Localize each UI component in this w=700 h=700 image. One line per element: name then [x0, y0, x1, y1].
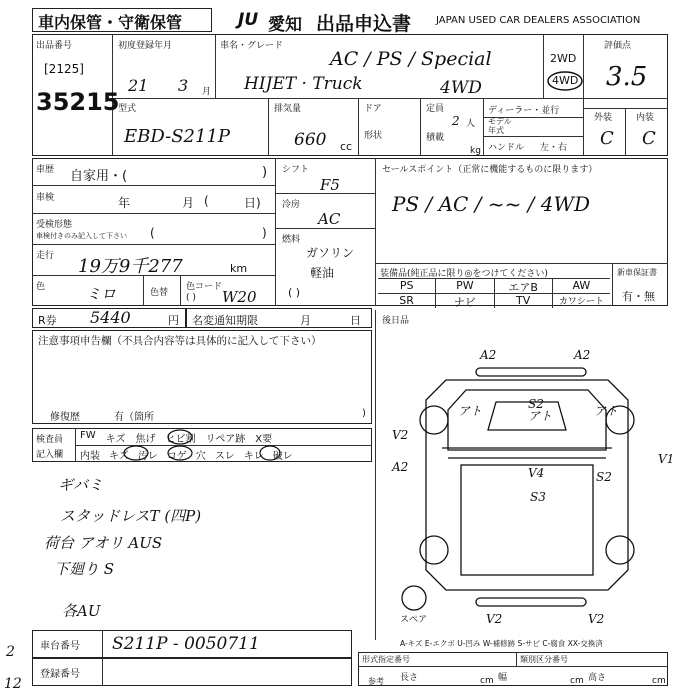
int-item: 穴 — [195, 451, 206, 462]
org-name-en: JAPAN USED CAR DEALERS ASSOCIATION — [436, 15, 641, 26]
history-value: 自家用・( — [70, 169, 128, 184]
load-label: 積載 — [426, 133, 445, 143]
load-kg: kg — [470, 146, 481, 156]
fw-item: FW — [80, 430, 96, 441]
damage-mark: V4 — [528, 466, 545, 480]
lot-number: 35215 — [36, 88, 120, 116]
color-code: W20 — [222, 288, 257, 306]
damage-mark: A2 — [392, 460, 409, 474]
inspector-entry-label: 記入欄 — [36, 450, 64, 460]
spare-label: スペア — [400, 615, 428, 625]
sheet-title: 出品申込書 — [316, 13, 412, 35]
warranty-label: 新車保証書 — [617, 268, 657, 277]
inspection-day: 日) — [244, 196, 261, 210]
handwritten-note-3: 荷台 アオリ AUS — [44, 534, 163, 552]
damage-mark: V2 — [486, 612, 503, 626]
selling-points-value: PS / AC / ~~ / 4WD — [392, 192, 591, 216]
lot-number-label: 出品番号 — [36, 41, 73, 51]
fuel-diesel: 軽油 — [310, 266, 335, 280]
int-item: 汚レ — [137, 451, 158, 462]
first-reg-label: 初度登録年月 — [118, 41, 173, 51]
damage-mark: アト — [458, 404, 483, 418]
damage-mark: S2 アト — [528, 397, 553, 423]
shift-label: シフト — [282, 165, 310, 175]
displacement-value: 660 — [294, 130, 327, 150]
chassis-value: S211P - 0050711 — [112, 634, 260, 654]
handwritten-note-1: ギバミ — [58, 476, 104, 494]
ju-logo: JU — [238, 10, 259, 30]
displacement-unit: cc — [340, 140, 353, 153]
inspection-year: 年 — [118, 196, 131, 210]
damage-mark: V2 — [392, 428, 409, 442]
inspection-label: 車検 — [36, 193, 55, 203]
repaint-label: 色替 — [150, 288, 169, 298]
equip-leather: カワシート — [558, 297, 604, 307]
damage-mark: V1 — [658, 452, 675, 466]
repair-value: 有（箇所 — [114, 412, 154, 423]
history-close: ) — [262, 165, 268, 180]
type-designation-label: 形式指定番号 — [362, 655, 410, 664]
int-item: キズ — [109, 451, 129, 462]
int-item: 破レ — [272, 451, 293, 462]
ref-height: 高さ — [588, 673, 607, 683]
later-install-label: 後日品 — [382, 316, 410, 326]
model-name-line3: 4WD — [440, 78, 482, 98]
damage-mark: アト — [594, 404, 619, 418]
two-wd-label: 2WD — [550, 52, 577, 65]
ref-width: 幅 — [498, 673, 508, 683]
four-wd-label: 4WD — [552, 74, 579, 87]
handwritten-note-5: 各AU — [62, 602, 101, 620]
fw-item: ヒビ割 — [165, 434, 196, 445]
reference-label: 参考 — [368, 677, 384, 686]
fw-item: X要 — [255, 434, 273, 445]
model-name-line2: HIJET · Truck — [244, 74, 363, 94]
inspection-month: 月 — [182, 196, 195, 210]
equipment-label: 装備品(純正品に限り◎をつけてください) — [380, 269, 548, 279]
shape-label: 形状 — [364, 131, 383, 141]
inspection-form-close: ) — [262, 226, 267, 240]
first-reg-month: 3 — [178, 76, 189, 95]
selling-points-label: セールスポイント（正常に機能するものに限ります） — [382, 165, 598, 175]
r-ticket-unit: 円 — [168, 314, 179, 327]
repair-label: 修復歴 — [50, 412, 80, 423]
handle-label: ハンドル — [488, 143, 525, 153]
inspector-circle-marks — [32, 428, 372, 462]
equip-navi: ナビ — [436, 294, 494, 308]
exterior-grade: C — [600, 128, 614, 149]
equipment-grid — [378, 278, 610, 307]
aircon-label: 冷房 — [282, 200, 301, 210]
ref-length: 長さ — [400, 673, 419, 683]
int-item: キレ — [243, 451, 264, 462]
notes-label: 注意事項申告欄（不具合内容等は具体的に記入して下さい） — [38, 335, 322, 347]
mileage-unit: km — [230, 262, 248, 275]
score-value: 3.5 — [606, 62, 648, 92]
aircon-value: AC — [318, 210, 341, 228]
damage-mark: A2 — [480, 348, 497, 362]
capacity-value: 2 — [452, 114, 460, 128]
equip-airbag: エアB — [495, 279, 553, 293]
inspection-open: ( — [204, 194, 209, 208]
model-name-line1: AC / PS / Special — [330, 48, 492, 70]
equip-tv: TV — [495, 294, 553, 308]
equip-sr: SR — [378, 294, 436, 308]
registration-label: 登録番号 — [40, 669, 80, 680]
color-label: 色 — [36, 282, 46, 292]
model-type-value: EBD-S211P — [124, 126, 231, 147]
fuel-gasoline: ガソリン — [306, 246, 355, 260]
fuel-label: 燃料 — [282, 235, 301, 245]
inspection-form-open: ( — [150, 226, 155, 240]
equip-ps: PS — [378, 279, 436, 293]
exterior-label: 外装 — [594, 113, 613, 123]
damage-legend: A-キズ E-エクボ U-凹み W-補修跡 S-サビ C-腐食 XX-交換済 — [400, 639, 603, 648]
class-number-label: 類別区分番号 — [520, 655, 568, 664]
name-change-day: 日 — [350, 314, 361, 327]
equip-pw: PW — [436, 279, 494, 293]
lot-sub-code: [2125] — [44, 62, 84, 76]
fuel-paren: ( ) — [288, 286, 301, 299]
int-item: スレ — [214, 451, 235, 462]
handwritten-note-2: スタッドレスT (四P) — [60, 507, 202, 525]
interior-label: 内装 — [636, 113, 655, 123]
mileage-label: 走行 — [36, 251, 55, 261]
inspection-form-label: 受検形態 — [36, 220, 73, 230]
mileage-value: 19万9千277 — [78, 256, 183, 277]
repair-close: ) — [362, 408, 366, 419]
name-change-month: 月 — [300, 314, 311, 327]
damage-mark: V2 — [588, 612, 605, 626]
warranty-value: 有・無 — [622, 290, 655, 303]
color-paren: ( ) — [186, 293, 196, 303]
damage-mark: S2 — [596, 470, 612, 484]
org-name-ja: 愛知 — [268, 15, 302, 35]
fw-item: キズ — [105, 434, 126, 445]
storage-title: 車内保管・守衛保管 — [38, 13, 183, 32]
ref-length-cm: cm — [480, 676, 494, 686]
first-reg-year: 21 — [128, 76, 149, 95]
score-label: 評価点 — [604, 41, 632, 51]
r-ticket-value: 5440 — [90, 308, 131, 327]
first-reg-month-unit: 月 — [202, 87, 212, 97]
equip-aw: AW — [572, 279, 591, 292]
color-value: ミロ — [86, 285, 117, 303]
model-type-label: 型式 — [118, 104, 137, 114]
damage-mark: S3 — [530, 490, 546, 504]
fw-item: 焦げ — [135, 434, 156, 445]
r-ticket-label: R券 — [38, 314, 57, 327]
dealer-label: ディーラー・並行 — [488, 106, 560, 116]
inspection-form-note: 車検付きのみ記入して下さい — [36, 232, 127, 240]
capacity-unit: 人 — [466, 119, 476, 129]
interior-grade: C — [642, 128, 656, 149]
int-item: コゲ — [166, 451, 187, 462]
displacement-label: 排気量 — [274, 104, 302, 114]
vehicle-diagram — [376, 340, 668, 630]
shift-value: F5 — [320, 176, 340, 194]
model-name-label: 車名・グレード — [220, 41, 284, 51]
handwritten-note-4: 下廻り S — [54, 560, 115, 578]
capacity-label: 定員 — [426, 104, 445, 114]
ref-height-cm: cm — [652, 676, 666, 686]
handle-options: 左・右 — [540, 143, 568, 153]
int-item: 内装 — [80, 451, 100, 462]
history-label: 車歴 — [36, 165, 55, 175]
inspector-label: 検査員 — [36, 435, 64, 445]
ref-width-cm: cm — [570, 676, 584, 686]
name-change-label: 名変通知期限 — [192, 314, 258, 327]
registration-box — [32, 658, 352, 686]
margin-mark: 2 — [6, 644, 15, 660]
model-year-label: モデル 年式 — [488, 117, 512, 135]
doors-label: ドア — [364, 104, 382, 114]
fw-item: リペア跡 — [205, 434, 246, 445]
damage-mark: A2 — [574, 348, 591, 362]
color-code-label: 色コード — [186, 282, 223, 292]
margin-mark: 12 — [4, 676, 22, 692]
chassis-label: 車台番号 — [40, 641, 80, 652]
